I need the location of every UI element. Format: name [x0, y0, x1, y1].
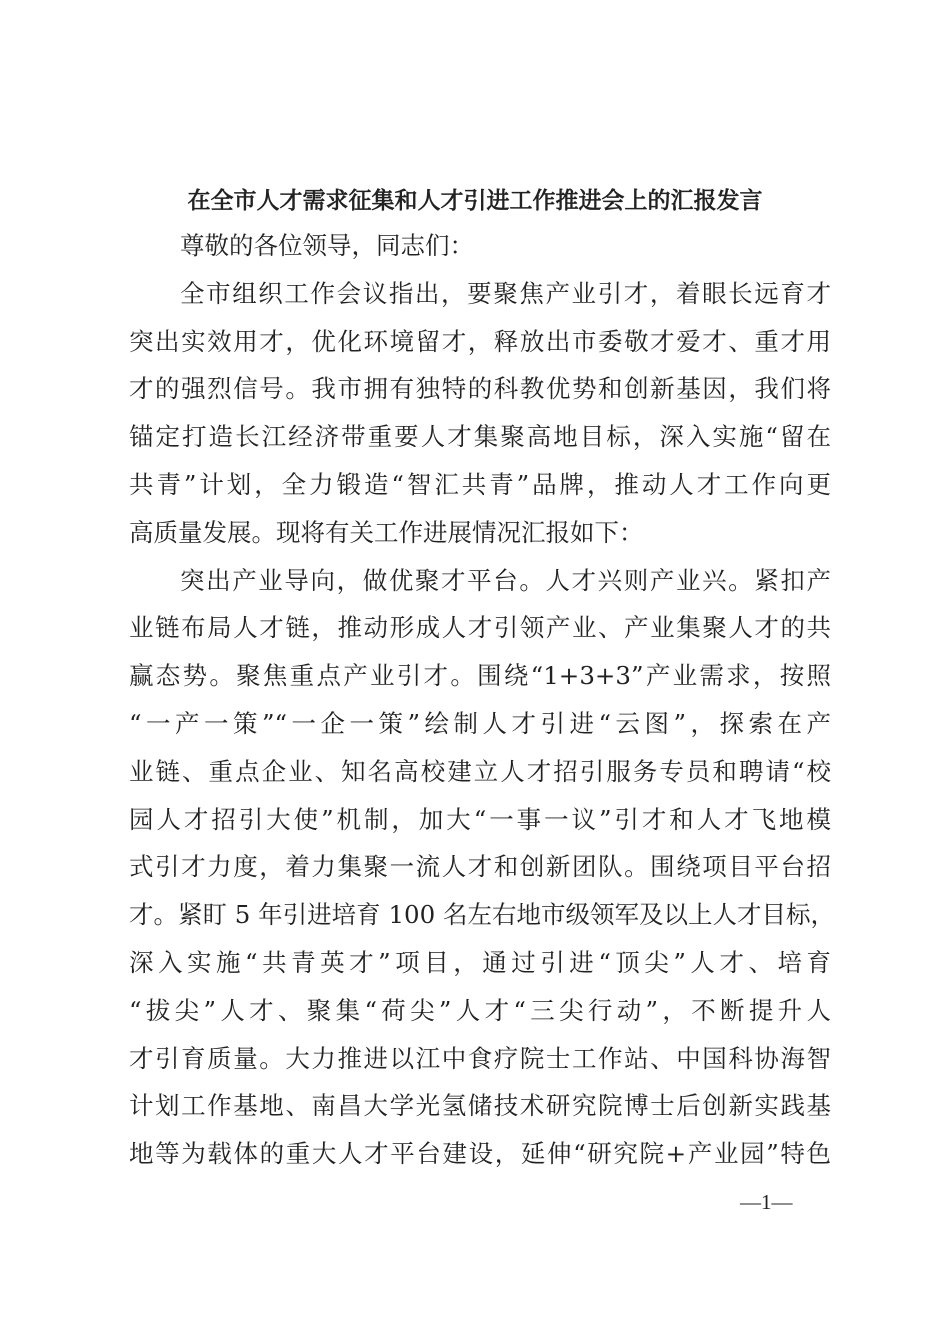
- text-line: 共青”计划，全力锻造“智汇共青”品牌，推动人才工作向更: [129, 469, 831, 499]
- text-line: 深入实施“共青英才”项目，通过引进“顶尖”人才、培育: [129, 947, 831, 977]
- text-line: 才的强烈信号。我市拥有独特的科教优势和创新基因，我们将: [129, 374, 831, 404]
- paragraph: [129, 561, 835, 1182]
- text-line: 高质量发展。现将有关工作进展情况汇报如下：: [129, 517, 644, 547]
- text-line: 锚定打造长江经济带重要人才集聚高地目标，深入实施“留在: [129, 422, 831, 452]
- text-line: 全市组织工作会议指出，要聚焦产业引才，着眼长远育才: [180, 278, 831, 308]
- text-line: 尊敬的各位领导，同志们：: [180, 231, 474, 260]
- page-number: —1—: [740, 1190, 793, 1214]
- document-body: [129, 226, 835, 1182]
- text-line: 园人才招引大使”机制，加大“一事一议”引才和人才飞地模: [129, 804, 831, 834]
- text-line: 业链布局人才链，推动形成人才引领产业、产业集聚人才的共: [129, 613, 831, 643]
- text-line: 业链、重点企业、知名高校建立人才招引服务专员和聘请“校: [129, 756, 831, 786]
- text-line: 才。紧盯 5 年引进培育 100 名左右地市级领军及以上人才目标，: [129, 900, 835, 930]
- text-line: 突出实效用才，优化环境留才，释放出市委敬才爱才、重才用: [129, 326, 831, 356]
- text-line: 突出产业导向，做优聚才平台。人才兴则产业兴。紧扣产: [180, 565, 831, 595]
- paragraph: [129, 226, 831, 274]
- text-line: 才引育质量。大力推进以江中食疗院士工作站、中国科协海智: [129, 1043, 831, 1073]
- paragraph: [129, 274, 831, 561]
- text-line: 赢态势。聚焦重点产业引才。围绕“1+3+3”产业需求，按照: [129, 661, 831, 691]
- text-line: “拔尖”人才、聚集“荷尖”人才“三尖行动”，不断提升人: [129, 995, 831, 1025]
- text-line: 式引才力度，着力集聚一流人才和创新团队。围绕项目平台招: [129, 852, 831, 882]
- text-line: “一产一策”“一企一策”绘制人才引进“云图”，探索在产: [129, 708, 831, 738]
- document-title: 在全市人才需求征集和人才引进工作推进会上的汇报发言: [187, 187, 763, 214]
- text-line: 计划工作基地、南昌大学光氢储技术研究院博士后创新实践基: [129, 1091, 831, 1121]
- text-line: 地等为载体的重大人才平台建设，延伸“研究院+产业园”特色: [129, 1139, 831, 1169]
